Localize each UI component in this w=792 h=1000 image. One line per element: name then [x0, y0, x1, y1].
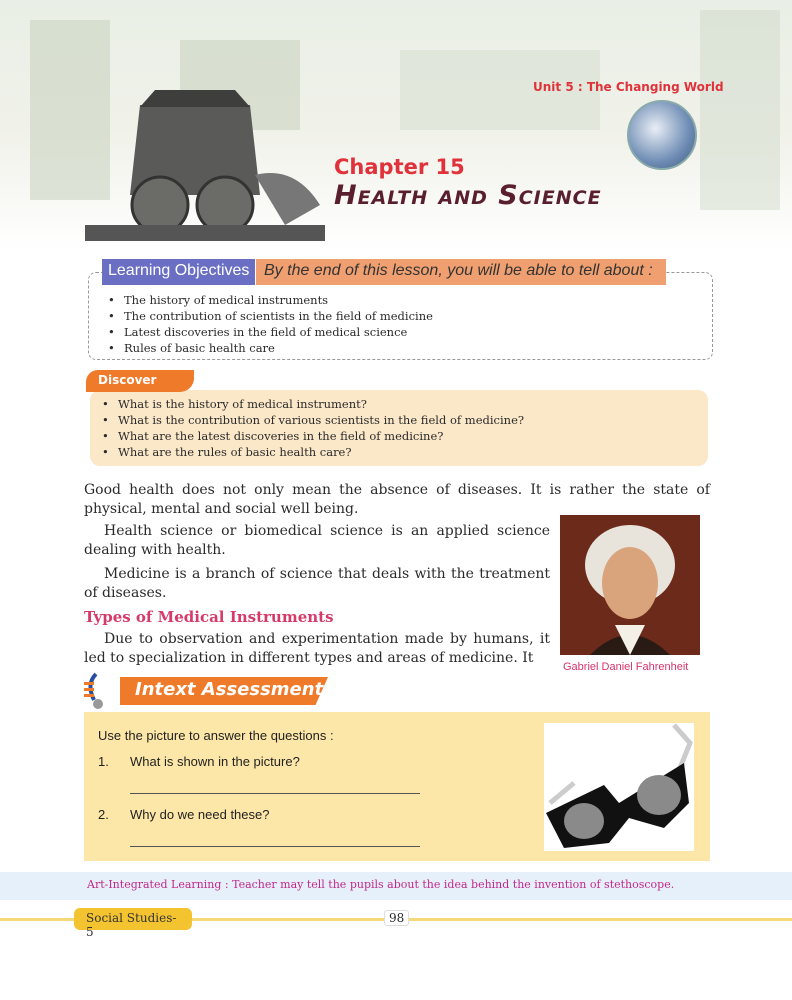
list-item: • What is the history of medical instrument?: [98, 396, 524, 412]
hospital-photo: [627, 100, 697, 170]
answer-line[interactable]: [130, 846, 420, 847]
question-number: 1.: [98, 754, 109, 769]
discover-list: [98, 396, 524, 460]
list-item: • Rules of basic health care: [104, 340, 433, 356]
page-title: Health and Science: [334, 180, 602, 211]
question-number: 2.: [98, 807, 109, 822]
assessment-title: Intext Assessment: [135, 679, 324, 700]
list-item: • What are the latest discoveries in the field of medicine?: [98, 428, 524, 444]
chapter-number: Chapter 15: [334, 155, 465, 179]
learning-objectives-heading: By the end of this lesson, you will be able to tell about :: [256, 259, 666, 285]
learning-objectives-tag: Learning Objectives: [102, 259, 255, 285]
art-integrated-note: [0, 872, 792, 900]
paragraph: Due to observation and experimentation made by humans, it led to specialization in different types and areas of medicine. It: [84, 631, 550, 666]
assessment-intro: Use the picture to answer the questions :: [98, 728, 334, 743]
section-heading: Types of Medical Instruments: [84, 608, 334, 626]
question-text: What is shown in the picture?: [130, 754, 300, 769]
list-item: • Latest discoveries in the field of medical science: [104, 324, 433, 340]
sunglasses-picture: [544, 723, 694, 851]
paragraph: Good health does not only mean the absence of diseases. It is rather the state of physical, mental and social well being.: [84, 482, 710, 517]
page-number: 98: [384, 910, 409, 926]
stone-chariot-illustration: [85, 85, 325, 245]
book-title: Social Studies-5: [86, 911, 177, 939]
checklist-magnifier-icon: [82, 670, 122, 710]
book-label: [74, 908, 192, 939]
paragraph: Health science or biomedical science is an applied science dealing with health.: [84, 523, 550, 558]
list-item: • What are the rules of basic health care?: [98, 444, 524, 460]
list-item: • What is the contribution of various scientists in the field of medicine?: [98, 412, 524, 428]
answer-line[interactable]: [130, 793, 420, 794]
portrait-caption: Gabriel Daniel Fahrenheit: [563, 661, 689, 673]
paragraph: Medicine is a branch of science that deals with the treatment of diseases.: [84, 566, 550, 601]
list-item: • The history of medical instruments: [104, 292, 433, 308]
chevron-right-icon: ›: [97, 925, 103, 939]
list-item: • The contribution of scientists in the field of medicine: [104, 308, 433, 324]
question-text: Why do we need these?: [130, 807, 270, 822]
objectives-list: [104, 292, 433, 356]
discover-tag: Discover: [86, 370, 194, 392]
unit-label: Unit 5 : The Changing World: [533, 80, 724, 94]
art-note-text: Art-Integrated Learning : Teacher may tell the pupils about the idea behind the invention of stethoscope.: [87, 878, 675, 891]
fahrenheit-portrait: [560, 515, 700, 655]
